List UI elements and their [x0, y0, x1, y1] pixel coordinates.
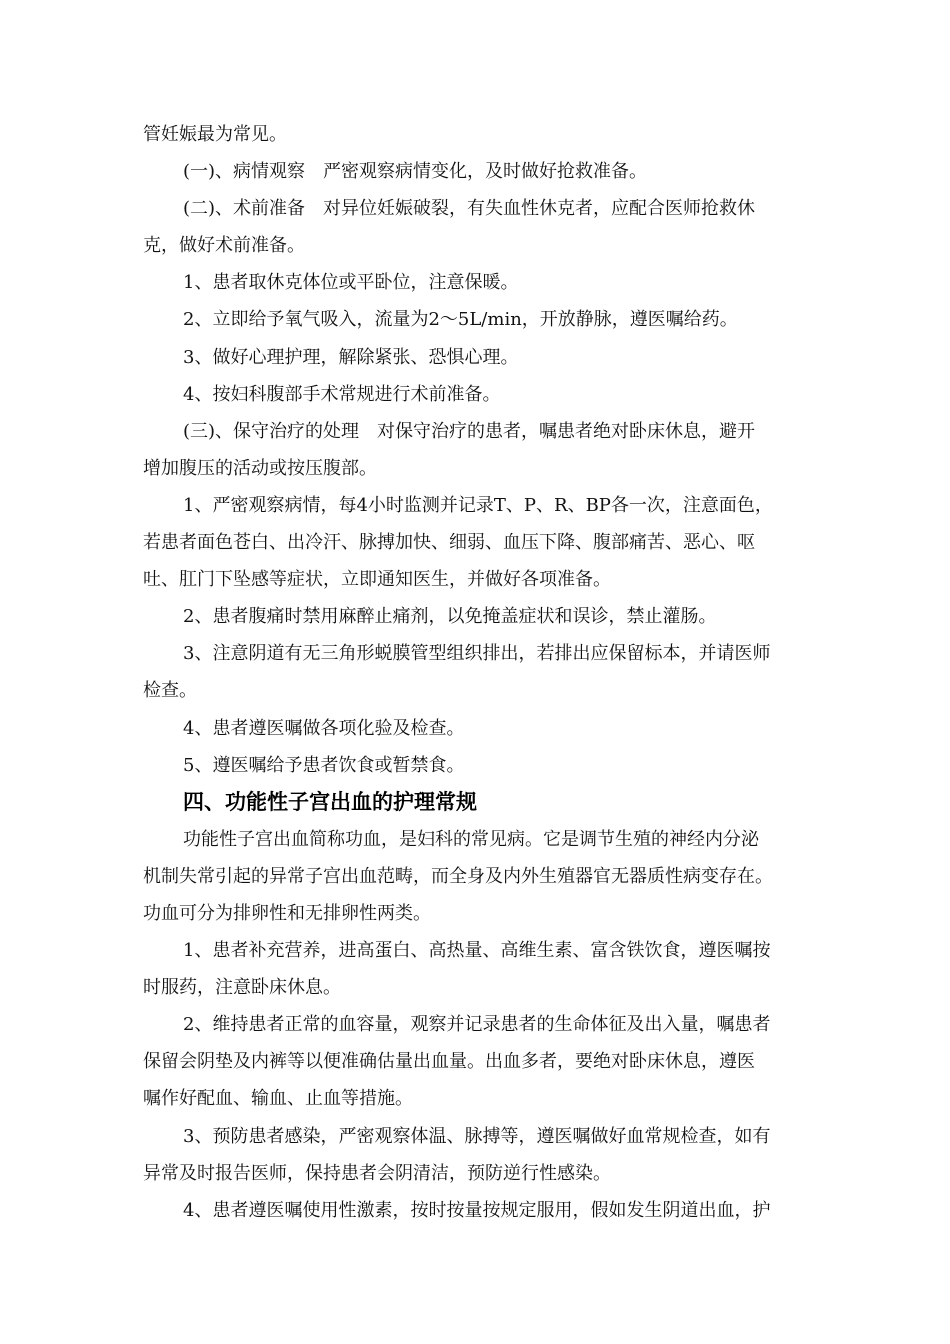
paragraph-line: 1、患者补充营养，进高蛋白、高热量、高维生素、富含铁饮食，遵医嘱按 — [183, 940, 771, 962]
paragraph-line: 时服药，注意卧床休息。 — [143, 977, 341, 999]
section-heading: 四、功能性子宫出血的护理常规 — [183, 789, 477, 814]
paragraph-line: 检查。 — [143, 680, 197, 702]
paragraph-line: 机制失常引起的异常子宫出血范畴，而全身及内外生殖器官无器质性病变存在。 — [143, 865, 773, 887]
paragraph-line: 2、患者腹痛时禁用麻醉止痛剂，以免掩盖症状和误诊，禁止灌肠。 — [183, 606, 717, 628]
paragraph-line: 异常及时报告医师，保持患者会阴清洁，预防逆行性感染。 — [143, 1162, 611, 1184]
paragraph-line: 3、做好心理护理，解除紧张、恐惧心理。 — [183, 346, 519, 368]
paragraph-line: 吐、肛门下坠感等症状，立即通知医生，并做好各项准备。 — [143, 569, 611, 591]
paragraph-line: 3、注意阴道有无三角形蜕膜管型组织排出，若排出应保留标本，并请医师 — [183, 643, 771, 665]
paragraph-line: (一)、病情观察 严密观察病情变化，及时做好抢救准备。 — [183, 161, 648, 183]
paragraph-line: 4、患者遵医嘱做各项化验及检查。 — [183, 717, 465, 739]
paragraph-line: 3、预防患者感染，严密观察体温、脉搏等，遵医嘱做好血常规检查，如有 — [183, 1125, 771, 1147]
paragraph-line: 1、严密观察病情，每4小时监测并记录T、P、R、BP各一次，注意面色， — [183, 494, 773, 516]
paragraph-line: 嘱作好配血、输血、止血等措施。 — [143, 1088, 413, 1110]
paragraph-line: 1、患者取休克体位或平卧位，注意保暖。 — [183, 272, 519, 294]
paragraph-line: 功能性子宫出血简称功血，是妇科的常见病。它是调节生殖的神经内分泌 — [183, 828, 759, 850]
paragraph-line: 功血可分为排卵性和无排卵性两类。 — [143, 902, 431, 924]
paragraph-line: 5、遵医嘱给予患者饮食或暂禁食。 — [183, 754, 465, 776]
paragraph-line: 保留会阴垫及内裤等以便准确估量出血量。出血多者，要绝对卧床休息，遵医 — [143, 1051, 755, 1073]
paragraph-line: 管妊娠最为常见。 — [143, 124, 287, 145]
paragraph-line: 4、按妇科腹部手术常规进行术前准备。 — [183, 383, 501, 405]
paragraph-line: 2、维持患者正常的血容量，观察并记录患者的生命体征及出入量，嘱患者 — [183, 1014, 771, 1036]
paragraph-line: (二)、术前准备 对异位妊娠破裂，有失血性休克者，应配合医师抢救休 — [183, 198, 756, 220]
paragraph-line: (三)、保守治疗的处理 对保守治疗的患者，嘱患者绝对卧床休息，避开 — [183, 420, 756, 442]
paragraph-line: 4、患者遵医嘱使用性激素，按时按量按规定服用，假如发生阴道出血，护 — [183, 1199, 771, 1221]
paragraph-line: 增加腹压的活动或按压腹部。 — [143, 457, 377, 479]
paragraph-line: 克，做好术前准备。 — [143, 235, 305, 257]
paragraph-line: 2、立即给予氧气吸入，流量为2～5L/min，开放静脉，遵医嘱给药。 — [183, 309, 738, 331]
document-page — [143, 116, 828, 1229]
paragraph-line: 若患者面色苍白、出冷汗、脉搏加快、细弱、血压下降、腹部痛苦、恶心、呕 — [143, 532, 755, 554]
